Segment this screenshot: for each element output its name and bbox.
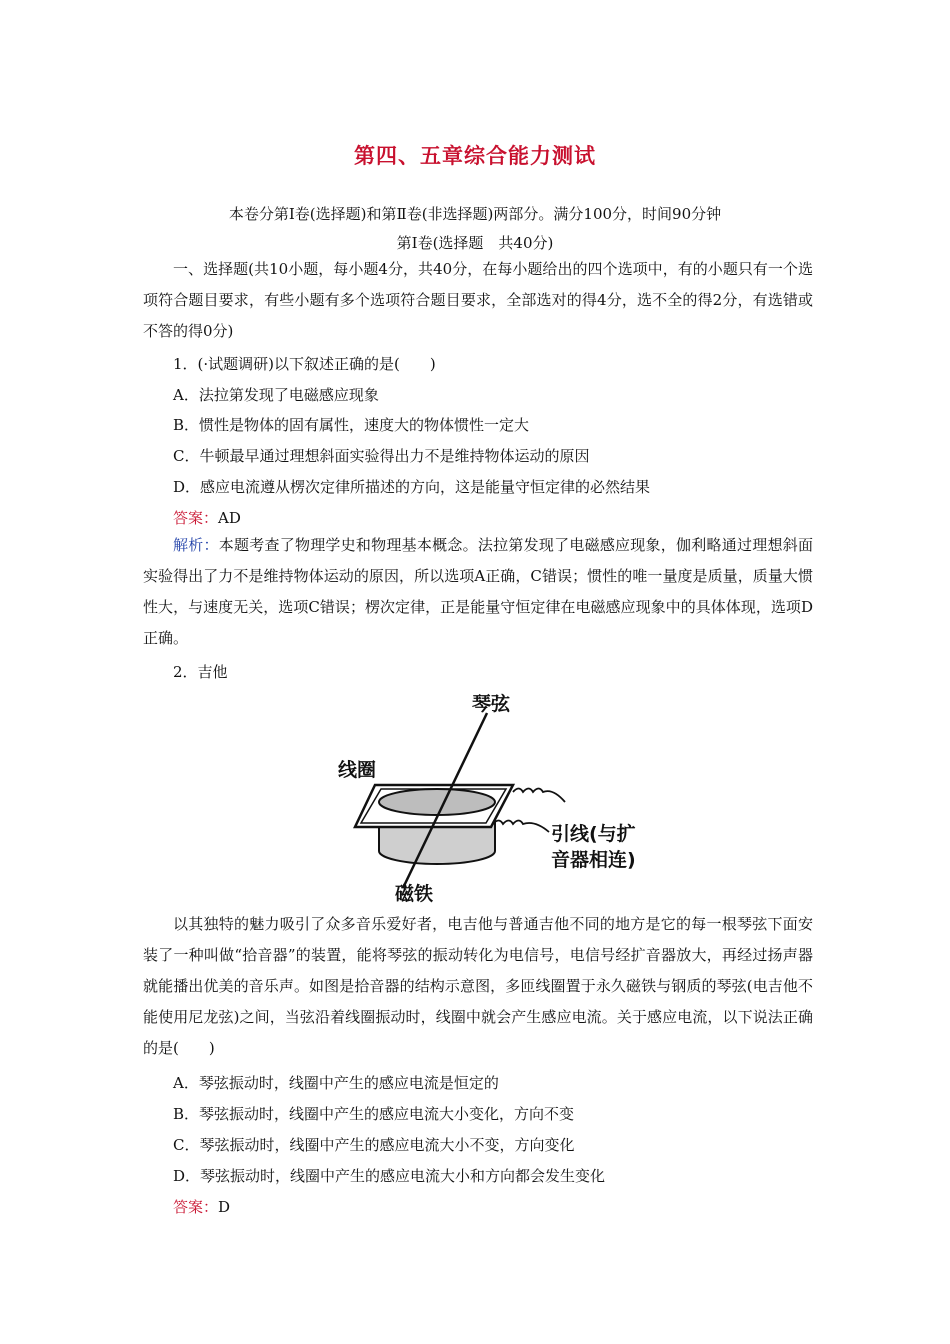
- label-lead-line1: 引线(与扩: [551, 823, 636, 845]
- q2-answer-label: 答案：: [173, 1198, 219, 1216]
- label-string: 琴弦: [472, 693, 511, 715]
- q1-option-a: A．法拉第发现了电磁感应现象: [173, 386, 379, 404]
- q2-option-c: C．琴弦振动时，线圈中产生的感应电流大小不变，方向变化: [173, 1136, 575, 1154]
- q1-option-d: D．感应电流遵从楞次定律所描述的方向，这是能量守恒定律的必然结果: [173, 478, 651, 496]
- q1-analysis: [143, 530, 813, 654]
- label-magnet: 磁铁: [395, 883, 434, 905]
- exam-intro: 本卷分第Ⅰ卷(选择题)和第Ⅱ卷(非选择题)两部分。满分100分，时间90分钟: [228, 205, 722, 223]
- q1-stem: 1．(·试题调研)以下叙述正确的是( ): [173, 355, 436, 373]
- lead-wire-upper: [513, 789, 565, 803]
- q1-answer: [173, 507, 241, 528]
- q2-stem-rest: 以其独特的魅力吸引了众多音乐爱好者，电吉他与普通吉他不同的地方是它的每一根琴弦下面安装了一种叫做“拾音器”的装置，能将琴弦的振动转化为电信号，电信号经扩音器放大，再经过扬声器就能播出优美的音乐声。如图是拾音器的结构示意图，多匝线圈置于永久磁铁与钢质的琴弦(电吉他不能使用尼龙弦)之间，当弦沿着线圈振动时，线圈中就会产生感应电流。关于感应电流，以下说法正确的是( ): [143, 915, 813, 1057]
- q2-answer: [173, 1196, 230, 1217]
- pickup-diagram-svg: [338, 688, 655, 905]
- q1-option-c: C．牛顿最早通过理想斜面实验得出力不是维持物体运动的原因: [173, 447, 590, 465]
- q2-stem-start: 2．吉他: [173, 663, 228, 681]
- magnet-top: [379, 789, 495, 815]
- q1-analysis-text: 本题考查了物理学史和物理基本概念。法拉第发现了电磁感应现象，伽利略通过理想斜面实验得出了力不是维持物体运动的原因，所以选项A正确，C错误；惯性的唯一量度是质量，质量大惯性大，与速度无关，选项C错误；楞次定律，正是能量守恒定律在电磁感应现象中的具体体现，选项D正确。: [143, 536, 813, 647]
- part1-heading: 第Ⅰ卷(选择题 共40分): [396, 234, 554, 252]
- section1-instructions: 一、选择题(共10小题，每小题4分，共40分，在每小题给出的四个选项中，有的小题只有一个选项符合题目要求，有些小题有多个选项符合题目要求，全部选对的得4分，选不全的得2分，有选错或不答的得0分): [143, 260, 813, 340]
- pickup-diagram: [338, 688, 655, 905]
- q1-option-b: B．惯性是物体的固有属性，速度大的物体惯性一定大: [173, 416, 530, 434]
- q1-analysis-label: 解析：: [173, 536, 219, 554]
- label-lead-line2: 音器相连): [551, 849, 636, 871]
- q2-option-b: B．琴弦振动时，线圈中产生的感应电流大小变化，方向不变: [173, 1105, 575, 1123]
- q2-option-a: A．琴弦振动时，线圈中产生的感应电流是恒定的: [173, 1074, 499, 1092]
- q1-answer-value: AD: [218, 509, 241, 527]
- q2-answer-value: D: [218, 1198, 231, 1216]
- q1-answer-label: 答案：: [173, 509, 219, 527]
- q2-option-d: D．琴弦振动时，线圈中产生的感应电流大小和方向都会发生变化: [173, 1167, 606, 1185]
- page-title: 第四、五章综合能力测试: [354, 143, 596, 168]
- lead-wire-lower: [493, 821, 549, 833]
- label-coil: 线圈: [338, 759, 377, 781]
